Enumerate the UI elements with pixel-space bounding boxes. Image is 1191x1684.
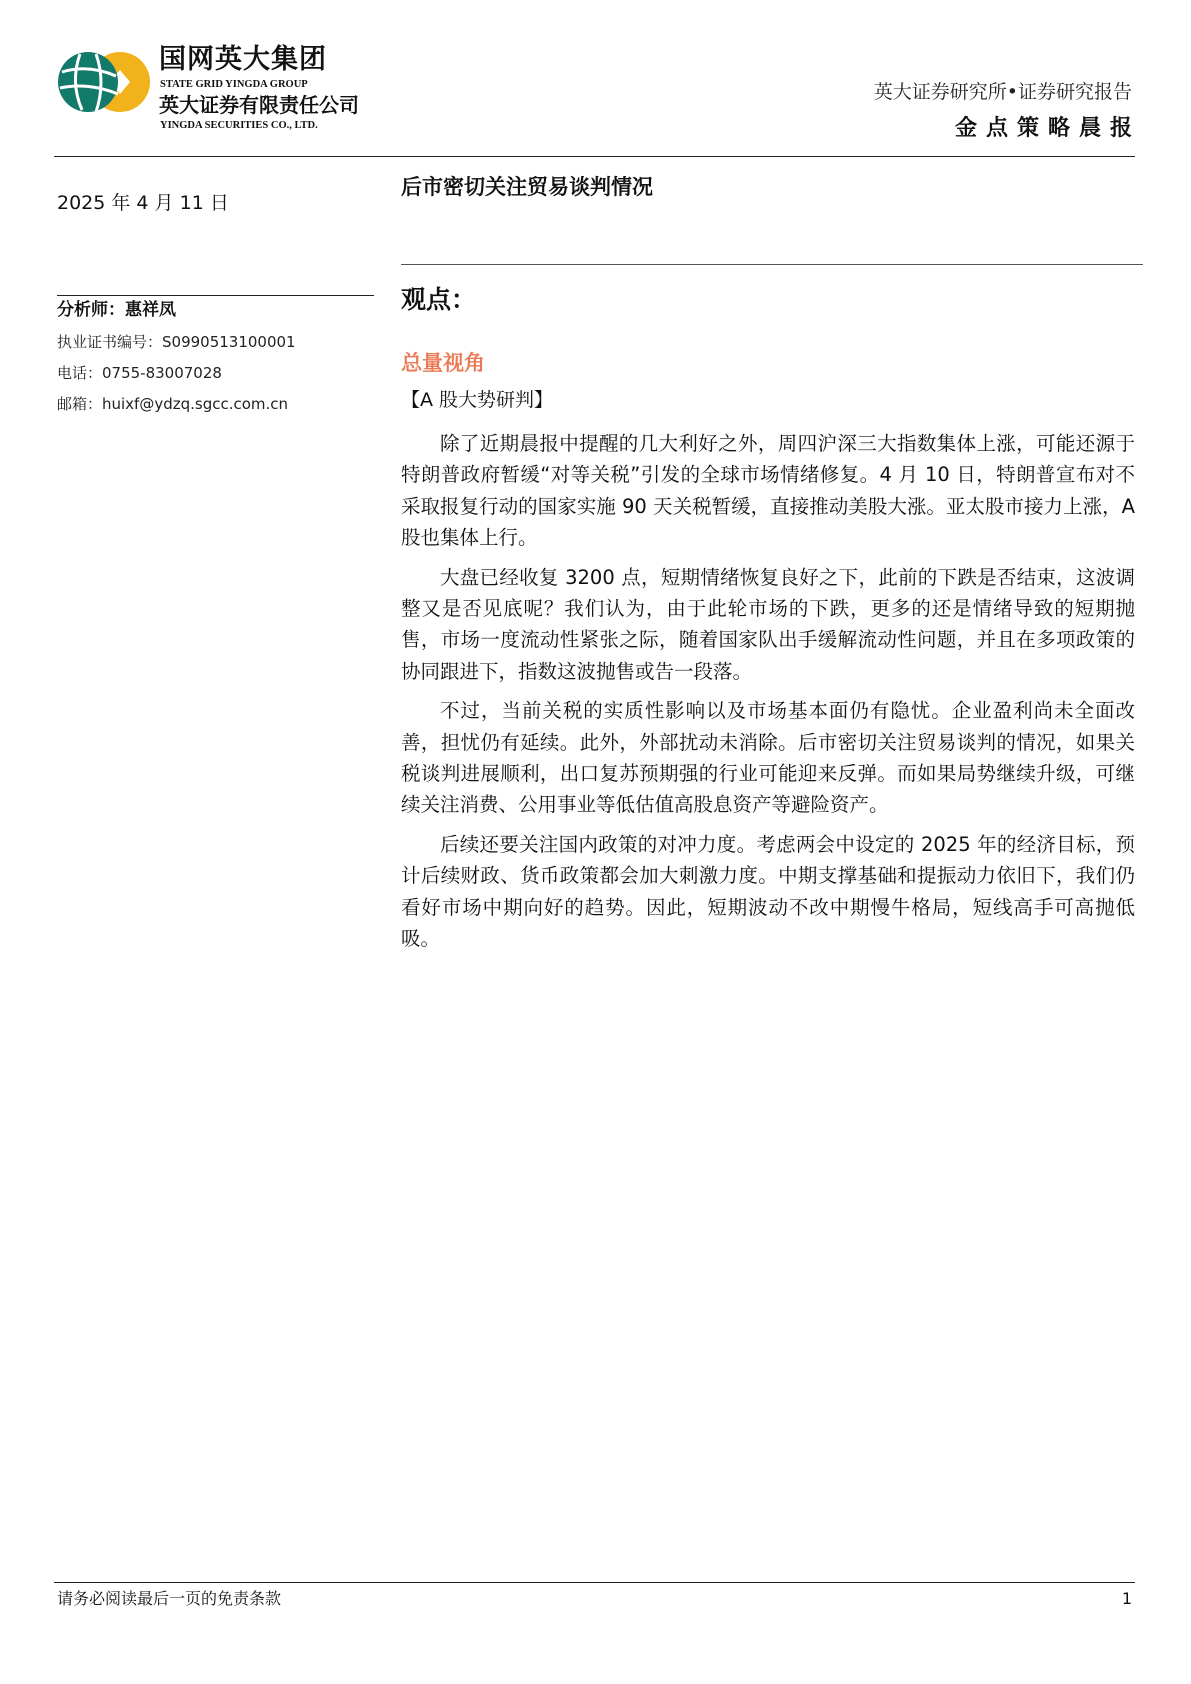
page-number: 1 bbox=[1121, 1589, 1132, 1608]
logo-company-cn: 英大证券有限责任公司 bbox=[159, 93, 359, 117]
paragraph: 后续还要关注国内政策的对冲力度。考虑两会中设定的 2025 年的经济目标，预计后续财政、货币政策都会加大刺激力度。中期支撑基础和提振动力依旧下，我们仍看好市场中期向好的趋势。因此，短期波动不改中期慢牛格局，短线高手可高抛低吸。 bbox=[401, 832, 1135, 951]
analyst-email: 邮箱：huixf@ydzq.sgcc.com.cn bbox=[57, 395, 289, 413]
analyst-divider bbox=[57, 295, 374, 296]
header-institute: 英大证券研究所•证券研究报告 bbox=[873, 81, 1132, 103]
section-heading: 总量视角 bbox=[401, 351, 485, 375]
header-divider bbox=[54, 156, 1135, 157]
paragraph: 不过，当前关税的实质性影响以及市场基本面仍有隐忧。企业盈利尚未全面改善，担忧仍有延续。此外，外部扰动未消除。后市密切关注贸易谈判的情况，如果关税谈判进展顺利，出口复苏预期强的行业可能迎来反弹。而如果局势继续升级，可继续关注消费、公用事业等低估值高股息资产等避险资产。 bbox=[401, 699, 1135, 817]
analyst-cert: 执业证书编号：S0990513100001 bbox=[57, 333, 296, 351]
logo-company-en: YINGDA SECURITIES CO., LTD. bbox=[160, 120, 318, 131]
title-divider bbox=[401, 264, 1143, 265]
footer-divider bbox=[54, 1582, 1135, 1583]
paragraph: 大盘已经收复 3200 点，短期情绪恢复良好之下，此前的下跌是否结束，这波调整又是否见底呢？我们认为，由于此轮市场的下跌，更多的还是情绪导致的短期抛售，市场一度流动性紧张之际，随着国家队出手缓解流动性问题，并且在多项政策的协同跟进下，指数这波抛售或告一段落。 bbox=[401, 565, 1135, 683]
report-body bbox=[401, 428, 1135, 963]
logo-emblem-icon bbox=[56, 50, 152, 116]
company-logo bbox=[56, 44, 366, 140]
header-report-type: 金点策略晨报 bbox=[954, 116, 1141, 141]
report-date: 2025 年 4 月 11 日 bbox=[57, 192, 229, 214]
report-title: 后市密切关注贸易谈判情况 bbox=[401, 175, 653, 199]
footer-disclaimer: 请务必阅读最后一页的免责条款 bbox=[57, 1589, 282, 1608]
subsection-heading: 【A 股大势研判】 bbox=[401, 389, 554, 411]
logo-group-en: STATE GRID YINGDA GROUP bbox=[160, 79, 308, 90]
analyst-phone: 电话：0755-83007028 bbox=[57, 364, 222, 382]
viewpoint-heading: 观点： bbox=[401, 285, 477, 314]
paragraph: 除了近期晨报中提醒的几大利好之外，周四沪深三大指数集体上涨，可能还源于特朗普政府暂缓“对等关税”引发的全球市场情绪修复。4 月 10 日，特朗普宣布对不采取报复行动的国家实施 90 天关税暂缓，直接推动美股大涨。亚太股市接力上涨，A 股也集体上行。 bbox=[401, 432, 1135, 550]
analyst-name: 分析师：惠祥凤 bbox=[57, 300, 176, 320]
logo-group-cn: 国网英大集团 bbox=[159, 44, 327, 75]
